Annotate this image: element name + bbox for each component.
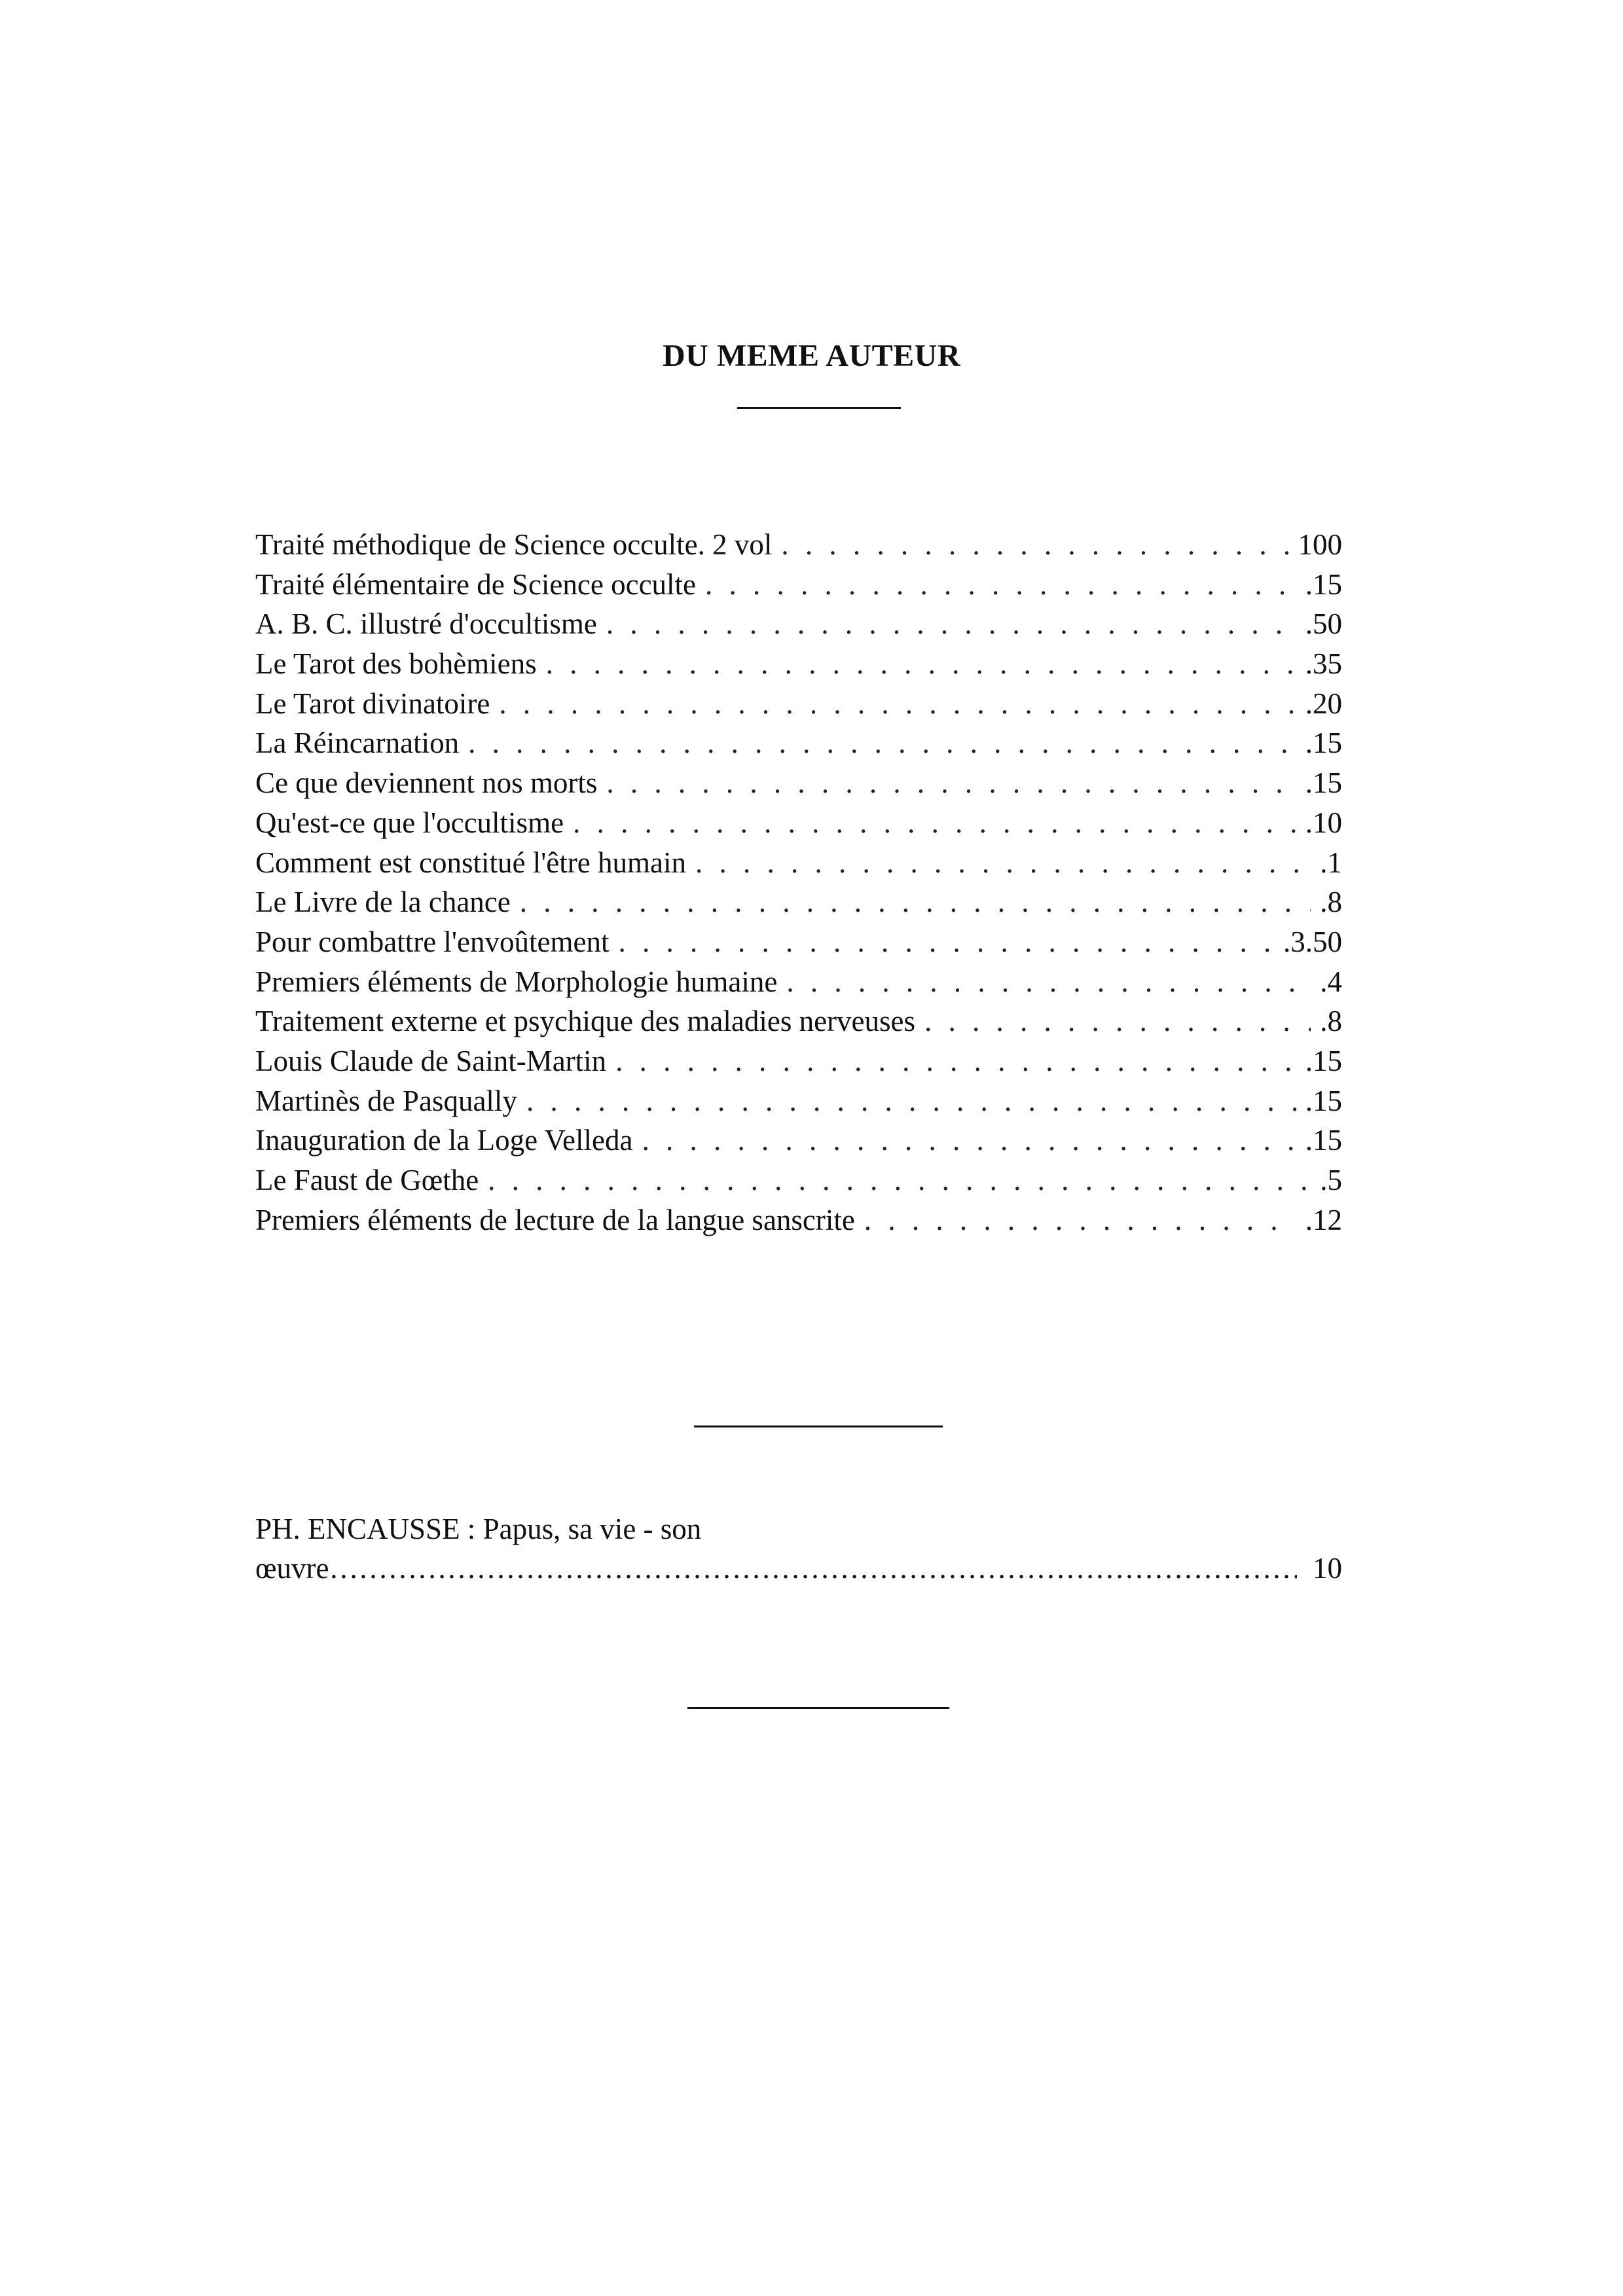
entry-price: .15 bbox=[1305, 1124, 1342, 1157]
dot-leader bbox=[546, 644, 1296, 683]
entry-price: .5 bbox=[1320, 1164, 1342, 1196]
biography-price-line bbox=[255, 1549, 1342, 1588]
book-catalog-list bbox=[255, 525, 1342, 1240]
entry-price: .35 bbox=[1305, 647, 1342, 681]
entry-price: .12 bbox=[1305, 1203, 1342, 1236]
dot-leader bbox=[786, 962, 1311, 1001]
catalog-entry bbox=[255, 882, 1342, 922]
dot-leader bbox=[573, 803, 1296, 842]
catalog-entry bbox=[255, 1041, 1342, 1081]
dot-leader bbox=[642, 1121, 1296, 1160]
bottom-divider-rule bbox=[687, 1707, 949, 1709]
entry-price: .1 bbox=[1320, 846, 1342, 879]
page-title: DU MEME AUTEUR bbox=[662, 338, 960, 373]
entry-price: .15 bbox=[1305, 1044, 1342, 1077]
entry-price: .10 bbox=[1305, 806, 1342, 839]
catalog-entry bbox=[255, 1200, 1342, 1240]
dot-leader bbox=[781, 525, 1288, 564]
catalog-entry bbox=[255, 763, 1342, 803]
dot-leader bbox=[499, 684, 1296, 723]
biography-title-line: PH. ENCAUSSE : Papus, sa vie - son bbox=[255, 1513, 702, 1545]
entry-price: .20 bbox=[1305, 687, 1342, 720]
entry-title: Traité méthodique de Science occulte. 2 vol bbox=[255, 528, 773, 561]
dot-leader bbox=[488, 1160, 1311, 1200]
entry-title: A. B. C. illustré d'occultisme bbox=[255, 607, 597, 641]
entry-price: .15 bbox=[1305, 766, 1342, 800]
biography-title-continuation: œuvre bbox=[255, 1552, 329, 1585]
dot-leader bbox=[618, 922, 1274, 961]
entry-title: Le Tarot des bohèmiens bbox=[255, 647, 537, 681]
catalog-entry bbox=[255, 565, 1342, 605]
biography-price: 10 bbox=[1313, 1552, 1342, 1585]
catalog-entry bbox=[255, 1121, 1342, 1160]
entry-price: .4 bbox=[1320, 965, 1342, 998]
catalog-entry bbox=[255, 803, 1342, 843]
biography-entry bbox=[255, 1509, 1342, 1588]
entry-price: .15 bbox=[1305, 726, 1342, 760]
entry-price: .15 bbox=[1305, 1084, 1342, 1117]
catalog-entry bbox=[255, 1160, 1342, 1200]
entry-price: .3.50 bbox=[1283, 925, 1342, 958]
dot-leader bbox=[864, 1200, 1296, 1240]
dot-leader bbox=[924, 1001, 1311, 1041]
entry-price: 100 bbox=[1298, 528, 1342, 561]
dot-leader bbox=[695, 843, 1311, 882]
dot-leader bbox=[468, 723, 1296, 762]
catalog-entry bbox=[255, 922, 1342, 962]
dot-leader bbox=[606, 604, 1296, 643]
entry-title: Qu'est-ce que l'occultisme bbox=[255, 806, 564, 839]
entry-title: Inauguration de la Loge Velleda bbox=[255, 1124, 633, 1157]
entry-price: .8 bbox=[1320, 1005, 1342, 1038]
entry-title: Louis Claude de Saint-Martin bbox=[255, 1044, 607, 1077]
ellipsis-leader bbox=[329, 1549, 1297, 1588]
catalog-entry bbox=[255, 525, 1342, 565]
title-underline-rule bbox=[737, 407, 901, 409]
dot-leader bbox=[615, 1041, 1296, 1081]
entry-title: Ce que deviennent nos morts bbox=[255, 766, 598, 800]
entry-title: La Réincarnation bbox=[255, 726, 460, 760]
entry-title: Martinès de Pasqually bbox=[255, 1084, 517, 1117]
section-divider-rule bbox=[694, 1426, 943, 1427]
dot-leader bbox=[705, 565, 1296, 604]
entry-title: Traité élémentaire de Science occulte bbox=[255, 567, 697, 601]
entry-title: Traitement externe et psychique des maladies nerveuses bbox=[255, 1005, 916, 1038]
catalog-entry bbox=[255, 843, 1342, 883]
entry-price: .8 bbox=[1320, 886, 1342, 919]
entry-title: Le Livre de la chance bbox=[255, 886, 511, 919]
entry-title: Premiers éléments de lecture de la langue sanscrite bbox=[255, 1203, 855, 1236]
dot-leader bbox=[520, 882, 1311, 922]
entry-price: .15 bbox=[1305, 567, 1342, 601]
entry-title: Le Faust de Gœthe bbox=[255, 1164, 479, 1196]
catalog-entry bbox=[255, 723, 1342, 763]
catalog-entry bbox=[255, 1081, 1342, 1121]
entry-title: Pour combattre l'envoûtement bbox=[255, 925, 610, 958]
catalog-entry bbox=[255, 644, 1342, 684]
entry-price: .50 bbox=[1305, 607, 1342, 641]
entry-title: Comment est constitué l'être humain bbox=[255, 846, 686, 879]
dot-leader bbox=[526, 1081, 1296, 1121]
entry-title: Le Tarot divinatoire bbox=[255, 687, 490, 720]
catalog-entry bbox=[255, 1001, 1342, 1041]
catalog-entry bbox=[255, 604, 1342, 644]
dot-leader bbox=[606, 763, 1296, 802]
catalog-entry bbox=[255, 962, 1342, 1002]
entry-title: Premiers éléments de Morphologie humaine bbox=[255, 965, 778, 998]
catalog-entry bbox=[255, 684, 1342, 724]
